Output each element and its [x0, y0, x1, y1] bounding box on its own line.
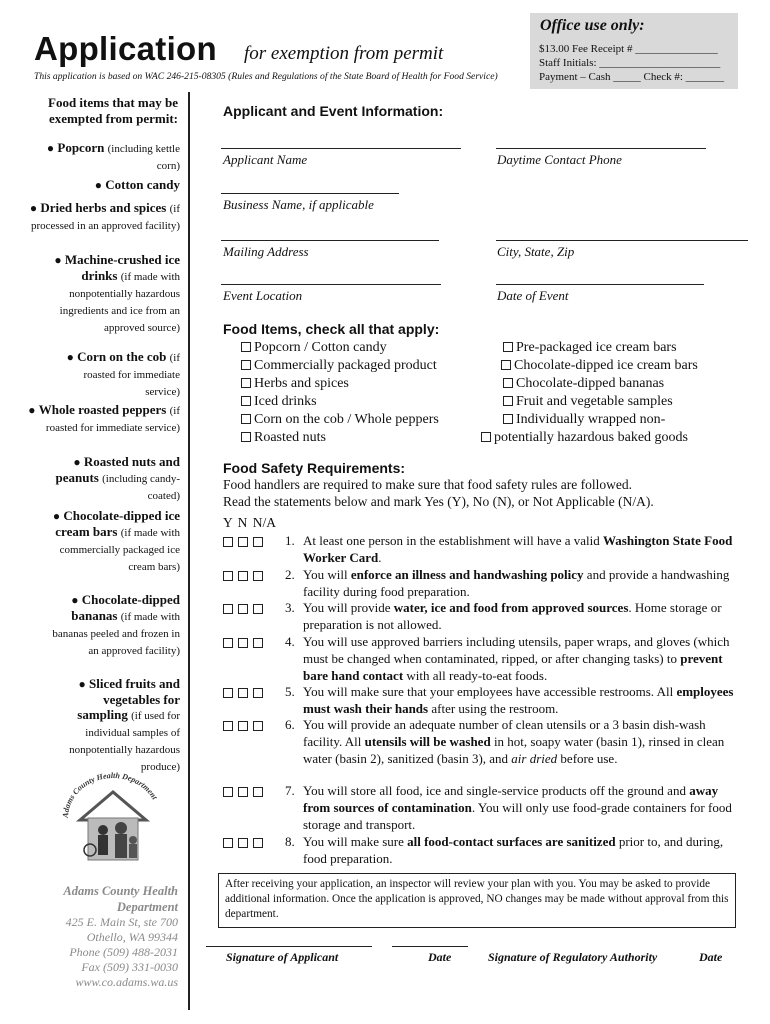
applicant-date-label: Date [428, 950, 452, 964]
yn-checkboxes[interactable] [223, 718, 268, 735]
regulation-basis: This application is based on WAC 246-215-08305 (Rules and Regulations of the State Board of Health for Food Service) [34, 71, 498, 82]
applicant-name-field[interactable] [221, 148, 461, 149]
health-department-logo [58, 770, 168, 870]
figure-icon [115, 822, 127, 834]
department-address: 425 E. Main St, ste 700 [65, 915, 178, 929]
food-checkbox-roasted-nuts[interactable] [241, 430, 326, 446]
req-number: 7. [285, 783, 295, 798]
checkbox-icon[interactable] [241, 342, 251, 352]
food-checkbox-fruit-samples[interactable] [503, 394, 673, 410]
item-name: Cotton candy [105, 177, 180, 192]
safety-heading: Food Safety Requirements: [223, 460, 406, 476]
food-label-baked-goods-cont [481, 430, 688, 446]
bullet-icon: ● [73, 455, 81, 469]
checkbox-icon[interactable] [241, 432, 251, 442]
event-date-field[interactable] [496, 284, 704, 285]
sidebar-item-corn [50, 349, 180, 400]
office-use-title: Office use only: [540, 17, 645, 34]
item-name: Whole roasted peppers [38, 402, 167, 417]
staff-initials-line: Staff Initials: ______________________ [539, 57, 721, 69]
req-number: 6. [285, 717, 295, 732]
daytime-phone-field[interactable] [496, 148, 706, 149]
yn-checkboxes[interactable] [223, 635, 268, 652]
department-name: Adams County Health Department [63, 884, 178, 914]
food-checkbox-popcorn[interactable] [241, 340, 387, 356]
sidebar-heading [18, 95, 178, 127]
req-number: 3. [285, 600, 295, 615]
applicant-signature-label: Signature of Applicant [226, 950, 339, 964]
page-title: Application [34, 30, 217, 67]
food-checkbox-choc-bananas[interactable] [503, 376, 664, 392]
sidebar-item-peppers [22, 402, 180, 436]
item-note: (if roasted for immediate service) [45, 405, 180, 434]
fee-receipt-line: $13.00 Fee Receipt # _______________ [539, 43, 718, 55]
item-note: (if processed in an approved facility) [30, 203, 180, 232]
sidebar-item-bananas [52, 592, 180, 659]
yn-checkboxes[interactable] [223, 784, 268, 801]
business-name-field[interactable] [221, 193, 399, 194]
page-subtitle: for exemption from permit [244, 43, 444, 64]
mailing-address-label: Mailing Address [223, 244, 309, 259]
food-label: Fruit and vegetable samples [516, 394, 673, 409]
item-name: Corn on the cob [77, 349, 167, 364]
payment-line: Payment – Cash _____ Check #: _______ [539, 71, 725, 83]
sidebar-item-crushed-ice [36, 252, 180, 336]
item-note: (including kettle corn) [107, 143, 180, 172]
checkbox-icon[interactable] [241, 414, 251, 424]
checkbox-icon[interactable] [503, 378, 513, 388]
item-name: Machine-crushed ice drinks [64, 252, 180, 283]
food-label: Chocolate-dipped ice cream bars [514, 358, 698, 373]
logo-text: Adams County Health Department [60, 770, 160, 819]
bullet-icon: ● [46, 141, 55, 155]
food-label: Herbs and spices [254, 376, 349, 391]
item-note: (if made with commercially packaged ice cream bars) [59, 527, 180, 573]
food-checkbox-herbs[interactable] [241, 376, 349, 392]
yn-checkboxes[interactable] [223, 835, 268, 852]
food-label: Roasted nuts [254, 430, 326, 445]
food-label: Iced drinks [254, 394, 317, 409]
food-label: Corn on the cob / Whole peppers [254, 412, 439, 427]
food-checkbox-choc-ice-cream[interactable] [501, 358, 698, 374]
req-number: 4. [285, 634, 295, 649]
authority-signature-label: Signature of Regulatory Authority [488, 950, 658, 964]
applicant-signature-field[interactable] [206, 946, 372, 947]
bullet-icon: ● [28, 403, 36, 417]
bullet-icon: ● [52, 509, 61, 523]
applicant-section-heading: Applicant and Event Information: [223, 103, 444, 119]
food-label: potentially hazardous baked goods [494, 430, 689, 445]
food-label: Individually wrapped non- [516, 412, 666, 427]
checkbox-icon[interactable] [241, 360, 251, 370]
req-number: 2. [285, 567, 295, 582]
city-state-zip-label: City, State, Zip [497, 244, 575, 259]
sidebar-item-roasted-nuts [46, 454, 180, 504]
yn-column-headers: Y N N/A [223, 515, 276, 530]
food-checkbox-corn-peppers[interactable] [241, 412, 439, 428]
sidebar-item-ice-cream-bars [32, 508, 180, 575]
sidebar-divider [188, 92, 190, 1010]
sidebar-heading-line1: Food items that may be [48, 95, 178, 110]
item-note: (if made with bananas peeled and frozen in an approved facility) [52, 611, 180, 657]
food-label: Popcorn / Cotton candy [254, 340, 387, 355]
item-note: (if roasted for immediate service) [83, 352, 180, 398]
business-name-label: Business Name, if applicable [223, 197, 374, 212]
food-checkbox-packaged[interactable] [241, 358, 437, 374]
req-number: 8. [285, 834, 295, 849]
bullet-icon: ● [66, 350, 74, 364]
item-note: (if used for individual samples of nonpotentially hazardous produce) [69, 710, 180, 773]
checkbox-icon[interactable] [501, 360, 511, 370]
yn-checkboxes[interactable] [223, 685, 268, 702]
food-label: Pre-packaged ice cream bars [516, 340, 677, 355]
checkbox-icon[interactable] [503, 414, 513, 424]
yn-checkboxes[interactable] [223, 601, 268, 618]
inspector-note-box: After receiving your application, an inspector will review your plan with you. You may be asked to provide additional information. Once the application is approved, NO changes may be made without approval from this department. [218, 873, 736, 928]
bullet-icon: ● [78, 677, 86, 691]
req-number: 5. [285, 684, 295, 699]
department-website: www.co.adams.wa.us [75, 975, 178, 989]
safety-intro-1: Food handlers are required to make sure that food safety rules are followed. [223, 477, 632, 492]
mailing-address-field[interactable] [221, 240, 439, 241]
item-note: (if made with nonpotentially hazardous ingredients and ice from an approved source) [59, 271, 180, 334]
food-checkbox-iced-drinks[interactable] [241, 394, 317, 410]
food-checkbox-ice-cream-bars[interactable] [503, 340, 677, 356]
item-name: Chocolate-dipped ice cream bars [55, 508, 180, 539]
authority-date-label: Date [699, 950, 723, 964]
food-label: Commercially packaged product [254, 358, 437, 373]
sidebar-item-dried-herbs [24, 200, 180, 234]
safety-intro-2: Read the statements below and mark Yes (Y), No (N), or Not Applicable (N/A). [223, 494, 654, 509]
city-state-zip-field[interactable] [496, 240, 748, 241]
checkbox-icon[interactable] [241, 378, 251, 388]
item-name: Dried herbs and spices [40, 200, 167, 215]
item-name: Sliced fruits and vegetables for sampling [77, 676, 180, 722]
item-name: Popcorn [57, 140, 105, 155]
item-note: (including candy-coated) [102, 473, 180, 502]
sidebar-item-cotton-candy [40, 177, 180, 193]
item-name: Chocolate-dipped bananas [71, 592, 180, 623]
bullet-icon: ● [54, 253, 62, 267]
checkbox-icon[interactable] [241, 396, 251, 406]
department-fax: Fax (509) 331-0030 [81, 960, 178, 974]
item-name: Roasted nuts and peanuts [55, 454, 180, 485]
checkbox-icon[interactable] [503, 396, 513, 406]
checkbox-icon[interactable] [503, 342, 513, 352]
bullet-icon: ● [71, 593, 79, 607]
department-phone: Phone (509) 488-2031 [69, 945, 178, 959]
yn-checkboxes[interactable] [223, 568, 268, 585]
figure-icon [98, 825, 108, 835]
sidebar-item-sliced-fruits [54, 676, 180, 775]
yn-checkboxes[interactable] [223, 534, 268, 551]
req-number: 1. [285, 533, 295, 548]
event-location-field[interactable] [221, 284, 441, 285]
event-location-label: Event Location [223, 288, 303, 303]
sidebar-heading-line2: exempted from permit: [49, 111, 178, 126]
bullet-icon: ● [29, 201, 38, 215]
food-items-heading: Food Items, check all that apply: [223, 321, 440, 337]
food-checkbox-baked-goods[interactable] [503, 412, 665, 428]
department-city: Othello, WA 99344 [86, 930, 178, 944]
daytime-phone-label: Daytime Contact Phone [497, 152, 622, 167]
applicant-date-field[interactable] [392, 946, 468, 947]
checkbox-icon[interactable] [481, 432, 491, 442]
food-label: Chocolate-dipped bananas [516, 376, 665, 391]
applicant-name-label: Applicant Name [223, 152, 308, 167]
bullet-icon: ● [94, 178, 102, 192]
sidebar-item-popcorn [40, 140, 180, 174]
event-date-label: Date of Event [497, 288, 569, 303]
